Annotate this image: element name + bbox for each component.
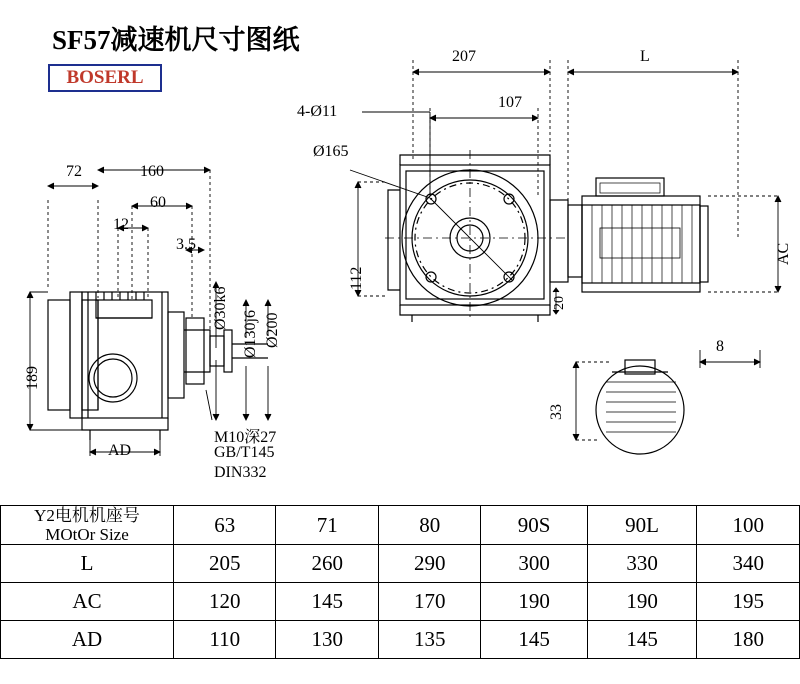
page-title: SF57减速机尺寸图纸 bbox=[52, 25, 300, 55]
brand-logo-text: BOSERL bbox=[66, 67, 144, 88]
motor-size-header-cn: Y2电机机座号 bbox=[34, 506, 140, 525]
motor-size-100: 100 bbox=[697, 506, 800, 545]
cell-AC-80: 170 bbox=[378, 583, 480, 621]
label-AD: AD bbox=[108, 442, 132, 459]
cell-AD-100: 180 bbox=[697, 621, 800, 659]
specification-table bbox=[0, 505, 800, 659]
dim-3-5-label: 3.5 bbox=[176, 236, 196, 253]
dia-165-label: Ø165 bbox=[313, 143, 349, 160]
table-row bbox=[1, 621, 800, 659]
motor-size-90l: 90L bbox=[587, 506, 697, 545]
dia-200-label: Ø200 bbox=[264, 312, 281, 348]
thread-note-line1: M10深27 bbox=[214, 429, 277, 446]
row-label-AC: AC bbox=[1, 583, 174, 621]
motor-size-71: 71 bbox=[276, 506, 378, 545]
cell-L-71: 260 bbox=[276, 545, 378, 583]
dia-30k6-label: Ø30k6 bbox=[212, 286, 229, 330]
row-label-AD: AD bbox=[1, 621, 174, 659]
label-AC: AC bbox=[775, 242, 792, 265]
cell-L-63: 205 bbox=[174, 545, 276, 583]
motor-size-63: 63 bbox=[174, 506, 276, 545]
dim-72-label: 72 bbox=[66, 163, 82, 180]
cell-AC-90s: 190 bbox=[481, 583, 587, 621]
cell-AD-71: 130 bbox=[276, 621, 378, 659]
cell-AD-90s: 145 bbox=[481, 621, 587, 659]
thread-note-line2: GB/T145 bbox=[214, 444, 275, 461]
table-row bbox=[1, 583, 800, 621]
cell-L-90s: 300 bbox=[481, 545, 587, 583]
cell-L-100: 340 bbox=[697, 545, 800, 583]
cell-AC-90l: 190 bbox=[587, 583, 697, 621]
cell-AC-71: 145 bbox=[276, 583, 378, 621]
motor-size-90s: 90S bbox=[481, 506, 587, 545]
dim-60-label: 60 bbox=[150, 194, 166, 211]
holes-4xD11-label: 4-Ø11 bbox=[297, 103, 338, 120]
motor-size-header bbox=[1, 506, 174, 545]
table-row-header bbox=[1, 506, 800, 545]
cell-AD-90l: 145 bbox=[587, 621, 697, 659]
motor-size-80: 80 bbox=[378, 506, 480, 545]
dia-130j6-label: Ø130j6 bbox=[242, 310, 259, 358]
cell-L-90l: 330 bbox=[587, 545, 697, 583]
cell-L-80: 290 bbox=[378, 545, 480, 583]
dim-207-label: 207 bbox=[452, 48, 476, 65]
dim-107-label: 107 bbox=[498, 94, 522, 111]
cell-AC-63: 120 bbox=[174, 583, 276, 621]
dim-20-label: 20 bbox=[552, 296, 567, 310]
cell-AC-100: 195 bbox=[697, 583, 800, 621]
table-row bbox=[1, 545, 800, 583]
row-label-L: L bbox=[1, 545, 174, 583]
dim-112-label: 112 bbox=[348, 266, 365, 290]
dim-8-label: 8 bbox=[716, 338, 724, 355]
thread-note-line3: DIN332 bbox=[214, 464, 267, 481]
dim-12-label: 12 bbox=[113, 216, 129, 233]
motor-size-header-en: MOtOr Size bbox=[45, 525, 129, 544]
cell-AD-80: 135 bbox=[378, 621, 480, 659]
dim-33-label: 33 bbox=[548, 404, 565, 420]
cell-AD-63: 110 bbox=[174, 621, 276, 659]
dim-160-label: 160 bbox=[140, 163, 164, 180]
dim-189-label: 189 bbox=[24, 366, 41, 390]
dim-L-label: L bbox=[640, 48, 650, 65]
